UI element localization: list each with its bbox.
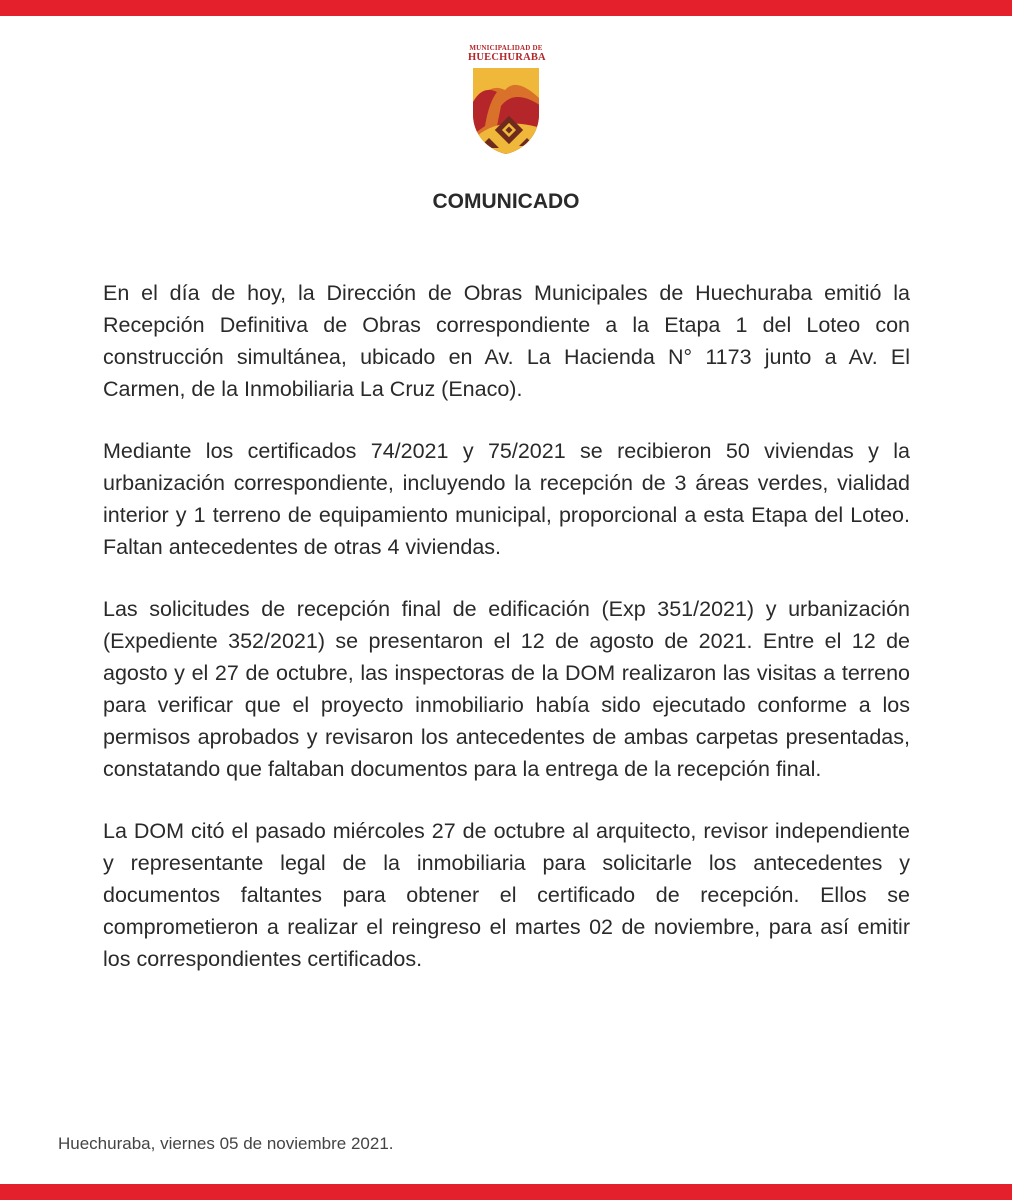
paragraph-3: Las solicitudes de recepción final de edificación (Exp 351/2021) y urbanización (Expediente 352/2021) se presentaron el 12 de agosto de 2021. Entre el 12 de agosto y el 27 de octubre, las inspectoras de la DOM realizaron las visitas a terreno para verificar que el proyecto inmobiliario había sido ejecutado conforme a los permisos aprobados y revisaron los antecedentes de ambas carpetas presentadas, constatando que faltaban documentos para la entrega de la recepción final. [103,597,910,781]
paragraph-1: En el día de hoy, la Dirección de Obras Municipales de Huechuraba emitió la Recepción Definitiva de Obras correspondiente a la Etapa 1 del Loteo con construcción simultánea, ubicado en Av. La Hacienda N° 1173 junto a Av. El Carmen, de la Inmobiliaria La Cruz (Enaco). [103,281,910,401]
logo-text-line1: MUNICIPALIDAD DE [469,44,543,52]
page-title: COMUNICADO [432,190,580,213]
bottom-red-bar [0,1184,1012,1200]
logo-text-line2: HUECHURABA [468,52,546,63]
communique-body [103,277,910,1005]
huechuraba-shield-icon [471,66,541,156]
paragraph-4: La DOM citó el pasado miércoles 27 de octubre al arquitecto, revisor independiente y representante legal de la inmobiliaria para solicitarle los antecedentes y documentos faltantes para obtener el certificado de recepción. Ellos se comprometieron a realizar el reingreso el martes 02 de noviembre, para así emitir los correspondientes certificados. [103,819,910,971]
municipality-logo [468,44,544,156]
date-line: Huechuraba, viernes 05 de noviembre 2021. [58,1134,394,1153]
top-red-bar [0,0,1012,16]
paragraph-2: Mediante los certificados 74/2021 y 75/2021 se recibieron 50 viviendas y la urbanización correspondiente, incluyendo la recepción de 3 áreas verdes, vialidad interior y 1 terreno de equipamiento municipal, proporcional a esta Etapa del Loteo. Faltan antecedentes de otras 4 viviendas. [103,439,910,559]
